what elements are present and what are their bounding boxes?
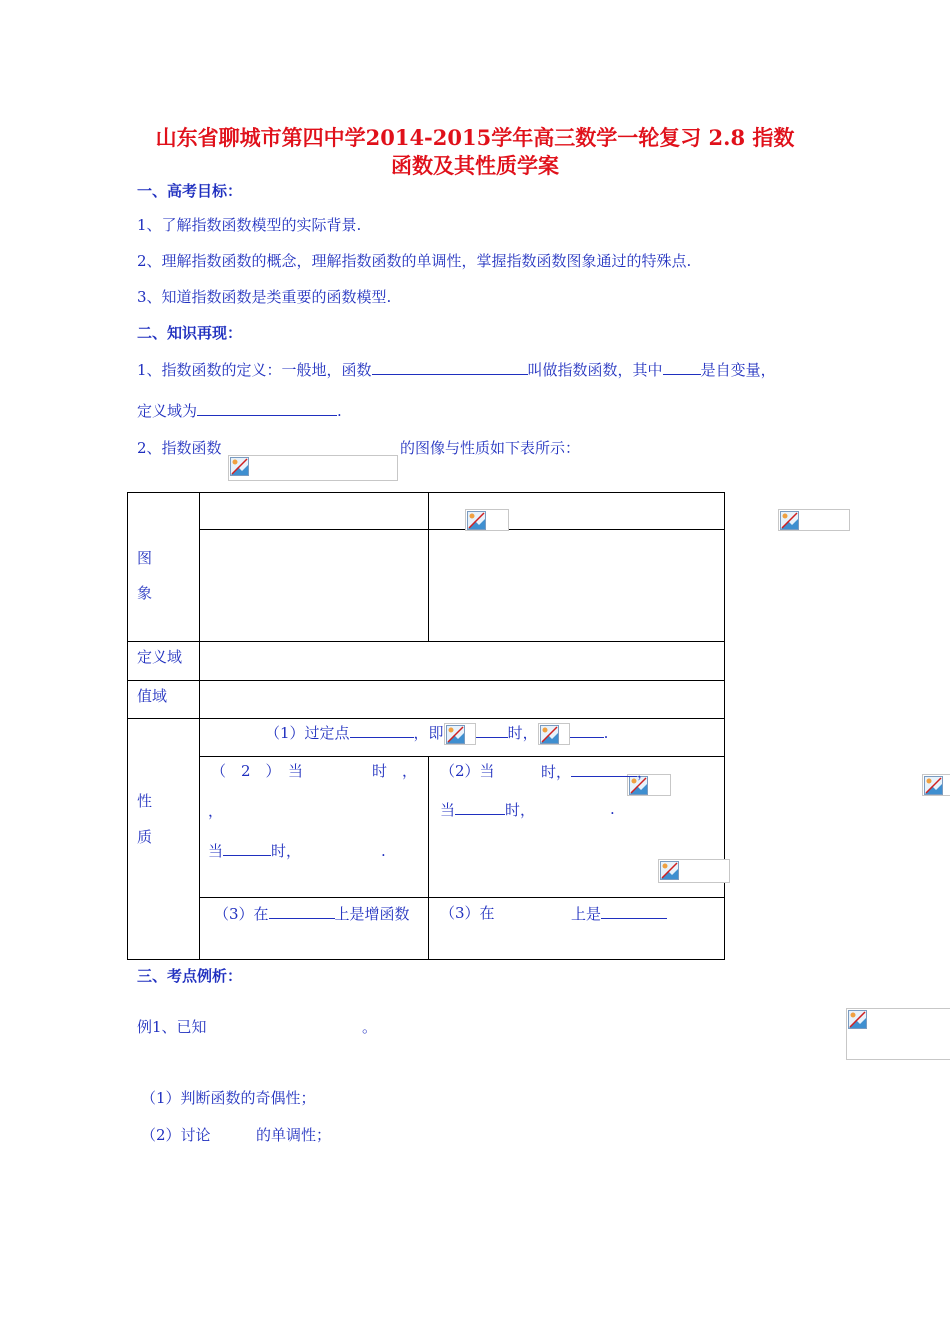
broken-image-icon: [848, 1010, 868, 1030]
row-label-prop-2: 质: [137, 828, 153, 846]
broken-image-icon: [230, 457, 250, 477]
blank-x-value[interactable]: [476, 721, 508, 738]
property-2-left-text-d: 当: [208, 842, 224, 860]
property-3-left-line: [214, 902, 410, 924]
property-2-right-text-a: （2）当: [440, 762, 495, 780]
domain-text-a: 定义域为: [137, 402, 198, 420]
property-3-left-text-a: （3）在: [214, 905, 269, 923]
blank-function[interactable]: [372, 358, 528, 375]
property-2-left-text-f: .: [381, 842, 386, 860]
blank-condition[interactable]: [223, 839, 271, 856]
broken-image-icon: [446, 725, 466, 745]
blank-fixed-point[interactable]: [350, 721, 414, 738]
property-2-right-line1: [541, 760, 652, 782]
domain-line: [137, 399, 342, 421]
property-2-left-text-c: ，: [208, 802, 224, 820]
blank-domain[interactable]: [197, 399, 337, 416]
row-label-domain: 定义域: [137, 648, 183, 666]
broken-image-icon: [467, 511, 487, 531]
table-rule: [127, 718, 725, 719]
table-rule: [199, 529, 725, 530]
property-2-right-text-d: 当: [440, 801, 456, 819]
broken-image-icon: [540, 725, 560, 745]
property-2-right-line2: [440, 798, 535, 820]
property-1-text-d: .: [603, 724, 609, 742]
section1-heading: 一、高考目标：: [137, 182, 243, 200]
table-border-bottom: [127, 959, 725, 960]
row-label-image-1: 图: [137, 549, 153, 567]
property-2-right-text-c: ，: [637, 763, 653, 781]
property-2-left-line1: [211, 760, 303, 781]
blank-interval[interactable]: [269, 902, 335, 919]
definition-text-b: 叫做指数函数，其中: [527, 361, 663, 379]
broken-image-icon: [924, 776, 944, 796]
property-1-text-c: 时，: [507, 724, 538, 742]
formula-image: [538, 723, 570, 745]
property-2-right-text-e: 时，: [505, 801, 536, 819]
blank-range-a[interactable]: [571, 760, 637, 777]
blank-variable[interactable]: [663, 358, 701, 375]
formula-image: [658, 859, 730, 883]
property-3-right-text-a: （3）在: [440, 904, 495, 922]
property-2-right-text-f: .: [610, 800, 615, 818]
blank-monotonic[interactable]: [601, 902, 667, 919]
property-2-left-text-b: 时 ，: [372, 762, 418, 780]
table-rule: [199, 492, 200, 960]
table-rule: [428, 756, 429, 960]
property-2-left-text-e: 时，: [271, 842, 302, 860]
domain-text-b: .: [337, 402, 342, 420]
header-image-left: [465, 509, 509, 531]
example-1-text-a: 例1、已知: [137, 1018, 207, 1036]
example-1-text-b: 。: [362, 1018, 378, 1036]
property-intro-text: 2、指数函数: [137, 439, 222, 457]
question-2-text-b: 的单调性；: [256, 1126, 332, 1144]
broken-image-icon: [780, 511, 800, 531]
header-image-right: [778, 509, 850, 531]
property-2-left-line3: [208, 839, 301, 861]
table-rule: [127, 641, 725, 642]
table-border-top: [127, 492, 725, 493]
goal-item-2: 2、理解指数函数的概念，理解指数函数的单调性，掌握指数函数图象通过的特殊点.: [137, 252, 692, 270]
question-2-text-a: （2）讨论: [141, 1126, 211, 1144]
formula-image: [846, 1008, 950, 1060]
table-rule: [428, 492, 429, 642]
question-1: （1）判断函数的奇偶性；: [141, 1089, 316, 1107]
page-title-line2: 函数及其性质学案: [391, 153, 559, 178]
formula-image: [228, 455, 398, 481]
property-3-right-text-b: 上是: [571, 905, 602, 923]
property-intro-tail: 的图像与性质如下表所示：: [400, 439, 581, 457]
table-rule: [199, 897, 725, 898]
formula-image: [922, 774, 950, 796]
goal-item-3: 3、知道指数函数是类重要的函数模型.: [137, 288, 392, 306]
section3-heading: 三、考点例析：: [137, 967, 243, 985]
table-rule: [127, 680, 725, 681]
table-border-left: [127, 492, 128, 960]
row-label-range: 值域: [137, 687, 168, 705]
definition-line: [137, 358, 776, 380]
row-label-image-2: 象: [137, 584, 153, 602]
table-border-right: [724, 492, 725, 960]
definition-text-c: 是自变量，: [700, 361, 776, 379]
property-1-line: [265, 721, 608, 745]
goal-item-1: 1、了解指数函数模型的实际背景.: [137, 216, 362, 234]
property-3-right-line: [571, 902, 667, 924]
property-2-left-text-a: （ 2 ） 当: [211, 762, 304, 780]
section2-heading: 二、知识再现：: [137, 324, 243, 342]
page-title-line1: 山东省聊城市第四中学2014-2015学年高三数学一轮复习 2.8 指数: [155, 125, 795, 150]
blank-condition[interactable]: [455, 798, 505, 815]
property-1-text-a: （1）过定点: [265, 724, 350, 742]
table-rule: [199, 756, 725, 757]
formula-image: [444, 723, 476, 745]
property-3-left-text-b: 上是增函数: [334, 905, 410, 923]
property-2-right-text-b: 时，: [541, 763, 572, 781]
definition-text-a: 1、指数函数的定义：一般地，函数: [137, 361, 372, 379]
row-label-prop-1: 性: [137, 792, 153, 810]
blank-y-value[interactable]: [570, 721, 604, 738]
property-1-text-b: ，即: [413, 724, 444, 742]
broken-image-icon: [660, 861, 680, 881]
